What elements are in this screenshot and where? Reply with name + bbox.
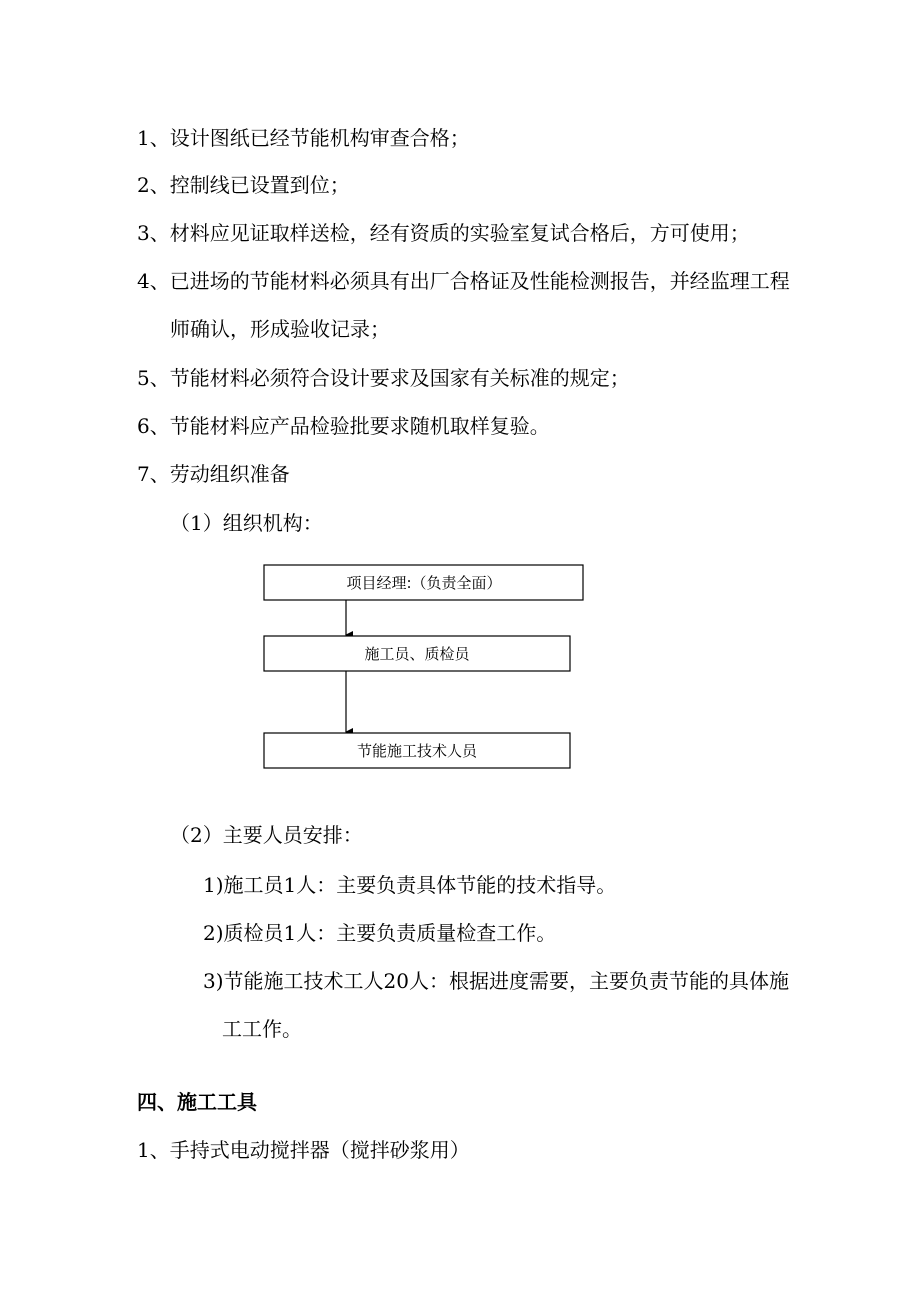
list-item-2: 2、控制线已设置到位； xyxy=(137,173,350,197)
staff-heading: （2）主要人员安排： xyxy=(170,823,363,847)
list-item-4-continuation: 师确认，形成验收记录； xyxy=(170,317,390,341)
list-item-7: 7、劳动组织准备 xyxy=(137,462,290,486)
org-box-project-manager-label: 项目经理:（负责全面） xyxy=(346,574,502,592)
staff-item-1: 1)施工员1人：主要负责具体节能的技术指导。 xyxy=(203,873,617,897)
org-box-technicians-label: 节能施工技术人员 xyxy=(356,742,478,760)
list-item-5: 5、节能材料必须符合设计要求及国家有关标准的规定； xyxy=(137,366,630,390)
org-structure-heading: （1）组织机构： xyxy=(170,511,323,535)
list-item-6: 6、节能材料应产品检验批要求随机取样复验。 xyxy=(137,414,550,438)
staff-item-3-continuation: 工工作。 xyxy=(222,1017,302,1041)
list-item-4: 4、已进场的节能材料必须具有出厂合格证及性能检测报告，并经监理工程 xyxy=(137,269,790,293)
list-item-3: 3、材料应见证取样送检，经有资质的实验室复试合格后，方可使用； xyxy=(137,221,750,245)
section-title: 四、施工工具 xyxy=(137,1090,257,1114)
staff-item-3: 3)节能施工技术工人20人：根据进度需要，主要负责节能的具体施 xyxy=(203,969,789,993)
org-box-inspectors-label: 施工员、质检员 xyxy=(364,645,470,663)
list-item-1: 1、设计图纸已经节能机构审查合格； xyxy=(137,126,470,150)
staff-item-2: 2)质检员1人：主要负责质量检查工作。 xyxy=(203,921,557,945)
tool-item-1: 1、手持式电动搅拌器（搅拌砂浆用） xyxy=(137,1138,470,1162)
